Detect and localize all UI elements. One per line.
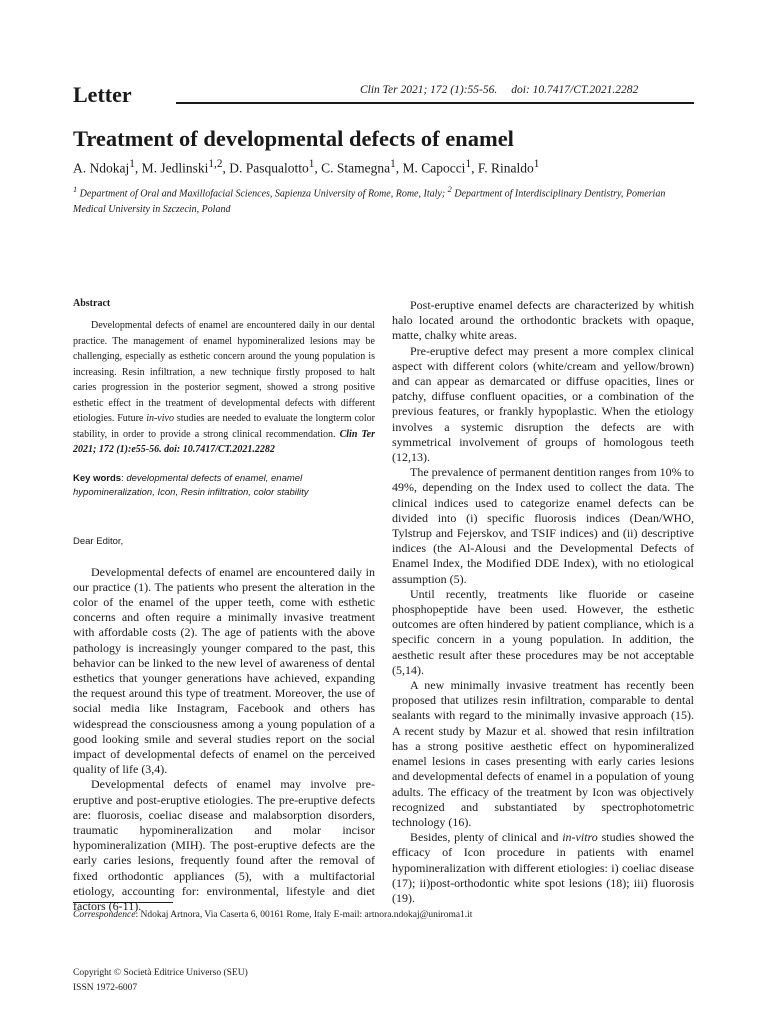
abstract-heading: Abstract xyxy=(73,298,111,309)
author-name[interactable]: C. Stamegna xyxy=(321,160,391,176)
author-name[interactable]: D. Pasqualotto xyxy=(229,160,309,176)
salutation: Dear Editor, xyxy=(73,535,124,547)
correspondence-text: : Ndokaj Artnora, Via Caserta 6, 00161 Rome, Italy E-mail: artnora.ndokaj@uniroma1.it xyxy=(135,910,473,920)
affiliation-marker: 1 xyxy=(390,158,396,170)
body-paragraph: Pre-eruptive defect may present a more complex clinical aspect with different colors (white/cream and yellow/brown) and can appear as demarcated or diffuse opacities, lines or patchy, diffuse confluent opacities, or a combination of the previous features, or frankly hypoplastic. When the etiology involves a systemic disruption the defects are with symmetrical involvement of groups of homologous teeth (12,13). xyxy=(392,343,694,465)
affiliation-marker: 1 xyxy=(533,158,540,170)
affiliation-marker: 1 xyxy=(73,185,78,194)
body-paragraph: Developmental defects of enamel are encountered daily in our practice (1). The patients who present the alteration in the color of the enamel of the upper teeth, come with esthetic concerns and often require a minimally invasive treatment with affordable costs (2). The age of patients with the above pathology is increasingly younger compared to the past, this behavior can be linked to the new level of awareness of dental esthetics that younger generations have achieved, expanding the request around this type of treatment. Moreover, the use of social media like Instagram, Facebook and others has widespread the consciousness among a young population of a good looking smile and several studies report on the social impact of developmental defects of enamel on the perceived quality of life (3,4). xyxy=(73,564,375,777)
left-column xyxy=(73,298,375,914)
body-paragraph: A new minimally invasive treatment has recently been proposed that utilizes resin infiltration, comparable to dental sealants with regard to the minimally invasive approach (15). A recent study by Mazur et al. showed that resin infiltration has a strong positive aesthetic effect on hypomineralized enamel lesions in cases presenting with early caries lesions and developmental defects of enamel in a population of young adults. The efficacy of the treatment by Icon was objectively recognized and substantiated by spectrophotometric technology (16). xyxy=(392,678,694,829)
section-label: Letter xyxy=(73,82,132,107)
affiliation-2: Department of Interdisciplinary Dentistry, Pomerian Medical University in Szczecin, Poland xyxy=(73,188,666,216)
author-name[interactable]: M. Jedlinski xyxy=(141,160,209,176)
affiliation-marker: 1 xyxy=(129,158,135,170)
author-name[interactable]: F. Rinaldo xyxy=(477,160,534,176)
header-rule xyxy=(176,102,694,104)
affiliations xyxy=(73,182,693,218)
copyright-line: Copyright © Società Editrice Universo (SEU) xyxy=(73,968,248,978)
abstract-text: Developmental defects of enamel are encountered daily in our dental practice. The management of enamel hypomineralized lesions may be challenging, especially as esthetic concern around the young population is increasing. Resin infiltration, a new technique firstly proposed to halt caries progression in the posterior segment, showed a strong positive esthetic effect in the treatment of developmental defects with different etiologies. Future in-vivo studies are needed to evaluate the longterm color stability, in order to provide a strong clinical recommendation. Clin Ter 2021; 172 (1):e55-56. doi: 10.7417/CT.2021.2282 xyxy=(73,320,376,455)
abstract-citation: Clin Ter 2021; 172 (1):e55-56. doi: 10.7417/CT.2021.2282 xyxy=(73,428,376,455)
issn-line: ISSN 1972-6007 xyxy=(73,983,138,993)
affiliation-1: Department of Oral and Maxillofacial Sciences, Sapienza University of Rome, Rome, Italy; xyxy=(77,188,448,200)
author-name[interactable]: M. Capocci xyxy=(402,160,466,176)
body-paragraph: Besides, plenty of clinical and in-vitro studies showed the efficacy of Icon procedure in patients with enamel hypomineralization with different etiologies: i) coeliac disease (17); ii)post-orthodontic white spot lesions (18); iii) fluorosis (19). xyxy=(392,830,694,905)
footnote-rule xyxy=(73,902,173,903)
right-column xyxy=(392,298,694,906)
affiliation-marker: 1,2 xyxy=(208,158,223,170)
article-title: Treatment of developmental defects of enamel xyxy=(73,126,514,151)
citation-text: Clin Ter 2021; 172 (1):55-56. xyxy=(360,84,498,96)
body-paragraph: Until recently, treatments like fluoride or caseine phosphopeptide have been used. However, the esthetic outcomes are often hindered by patient compliance, which is a specific concern in a young population. In addition, the aesthetic result after these procedures may be not acceptable (5,14). xyxy=(392,586,694,677)
doi-link[interactable]: doi: 10.7417/CT.2021.2282 xyxy=(511,84,639,96)
author-name[interactable]: A. Ndokaj xyxy=(73,160,130,176)
correspondence-note xyxy=(73,910,472,920)
author-list: A. Ndokaj$^1$, M. Jedlinski$^{1,2}$, D. Pasqualotto$^1$, C. Stamegna$^1$, M. Capocci$^1$, F. Rinaldo$^1$ xyxy=(73,158,540,176)
keywords-label: Key words xyxy=(73,472,122,484)
journal-citation xyxy=(360,84,638,96)
affiliation-marker: 1 xyxy=(465,158,472,170)
affiliation-marker: 1 xyxy=(308,158,315,170)
body-paragraph: Post-eruptive enamel defects are characterized by whitish halo located around the orthodontic brackets with opaque, matte, chalky white areas. xyxy=(392,298,694,343)
affiliation-marker: 2 xyxy=(447,185,452,194)
keywords-text: developmental defects of enamel, enamel hypomineralization, Icon, Resin infiltration, color stability xyxy=(73,472,309,498)
correspondence-label: Correspondence xyxy=(73,910,136,920)
keywords: Key words: developmental defects of enamel, enamel hypomineralization, Icon, Resin infiltration, color stability xyxy=(73,472,309,498)
body-paragraph: Developmental defects of enamel may involve pre-eruptive and post-eruptive etiologies. The pre-eruptive defects are: fluorosis, coeliac disease and malabsorption disorders, traumatic hypomineralization and molar incisor hypomineralization (MIH). The post-eruptive defects are the early caries lesions, frequently found after the removal of fixed orthodontic appliances (5), with a multifactorial etiology, accounting for: environmental, lifestyle and diet factors (6-11). xyxy=(73,777,375,913)
body-paragraph: The prevalence of permanent dentition ranges from 10% to 49%, depending on the Index used to collect the data. The clinical indices used to categorize enamel defects can be divided into (i) specific fluorosis indices (Dean/WHO, Tylstrup and Fejerskov, and TSIF indices) and (ii) descriptive indices (the Al-Alousi and the Developmental Defects of Enamel Index, the Modified DDE Index), with no etiological assumption (5). xyxy=(392,465,694,586)
copyright-block xyxy=(73,966,248,996)
